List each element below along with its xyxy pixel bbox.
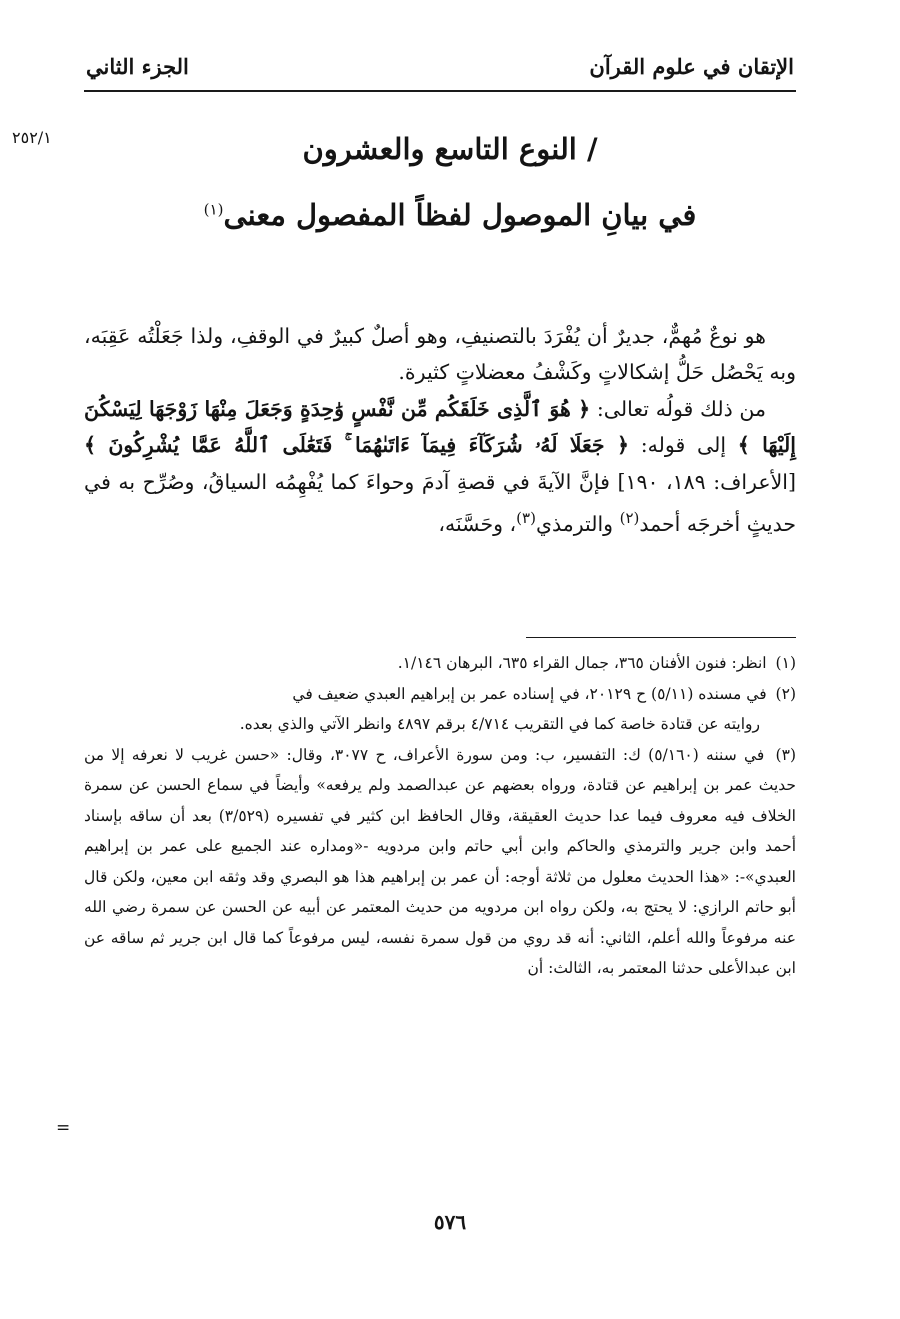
chapter-title: / النوع التاسع والعشرون <box>302 132 598 166</box>
footnote-ref: (٢) <box>619 509 640 528</box>
footnote <box>84 679 796 710</box>
chapter-subtitle-text: في بيانِ الموصول لفظاً المفصول معنى <box>223 198 697 232</box>
footnote-number: (١) <box>775 654 796 672</box>
footnote-text: في سننه (٥/١٦٠) ك: التفسير، ب: ومن سورة الأعراف، ح ٣٠٧٧، وقال: «حسن غريب لا نعرفه إلا من حديث عمر بن إبراهيم عن قتادة، ورواه بعضهم عن عبدالصمد ولم يرفعه» وأيضاً في سماع الحسن عن سمرة الخلاف فيه معروف فيما عدا حديث العقيقة، وقال الحافظ ابن كثير في تفسيره (٣/٥٢٩) بعد أن ساقه بإسناد أحمد وابن جرير والترمذي والحاكم وابن أبي حاتم وابن مردويه -«ومداره عند الجميع على عمر بن إبراهيم العبدي»-: «هذا الحديث معلول من ثلاثة أوجه: أن عمر بن إبراهيم هذا هو البصري وقد وثقه ابن معين، ولكن قال أبو حاتم الرازي: لا يحتج به، ولكن رواه ابن مردويه من حديث المعتمر عن أبيه عن الحسن عن سمرة رضي الله عنه مرفوعاً والله أعلم، الثاني: أنه قد روي من قول سمرة نفسه، ليس مرفوعاً كما قال ابن جرير ثم ساقه عن ابن عبدالأعلى حدثنا المعتمر به، الثالث: أن <box>84 745 796 977</box>
book-title: الإتقان في علوم القرآن <box>589 54 794 79</box>
quran-verse: ﴿ جَعَلَا لَهُۥ شُرَكَآءَ فِيمَآ ءَاتَىٰهُمَا ۚ فَتَعَٰلَى ٱللَّهُ عَمَّا يُشْرِكُونَ ﴾ <box>84 433 629 458</box>
paragraph-text: والترمذي <box>535 511 620 536</box>
footnote-text: انظر: فنون الأفنان ٣٦٥، جمال القراء ٦٣٥، البرهان ١/١٤٦. <box>397 654 767 672</box>
footnote <box>84 648 796 679</box>
running-header <box>84 48 796 92</box>
paragraph: هو نوعٌ مُهمٌّ، جديرٌ أن يُفْرَدَ بالتصنيفِ، وهو أصلٌ كبيرٌ في الوقفِ، ولذا جَعَلْتُه عَقِبَه، وبه يَحْصُل حَلُّ إشكالاتٍ وكَشْفُ معضلاتٍ كثيرة. <box>84 324 796 385</box>
footnote-divider <box>526 637 796 638</box>
chapter-subtitle <box>120 198 780 232</box>
volume-label: الجزء الثاني <box>86 54 189 79</box>
footnote-continuation: روايته عن قتادة خاصة كما في التقريب ٤/٧١٤ برقم ٤٨٩٧ وانظر الآتي والذي بعده. <box>239 715 760 733</box>
footnote <box>84 740 796 984</box>
paragraph <box>84 391 796 542</box>
margin-reference: ٢٥٢/١ <box>12 128 52 147</box>
footnote-number: (٣) <box>775 745 796 764</box>
body-text <box>84 318 796 542</box>
footnote-number: (٢) <box>775 684 796 703</box>
paragraph-text: إلى قوله: <box>628 433 738 458</box>
paragraph-text: من ذلك قولُه تعالى: <box>590 396 767 421</box>
paragraph-text: فإنَّ الآيةَ في قصةِ آدمَ وحواءَ كما يُفْهِمُه السياقُ، وصُرِّح به في حديثٍ أخرجَه أحمد <box>84 469 796 536</box>
paragraph-text: ، وحَسَّنَه، <box>438 511 517 536</box>
footnotes <box>84 648 796 984</box>
footnote-ref: (١) <box>203 200 224 219</box>
quran-verse: ﴿ هُوَ ٱلَّذِى خَلَقَكُم مِّن نَّفْسٍ وَٰحِدَةٍ وَجَعَلَ مِنْهَا زَوْجَهَا لِيَسْكُنَ إِلَيْهَا ﴾ <box>84 396 796 458</box>
page-number: ٥٧٦ <box>433 1210 467 1234</box>
footnote-text: في مسنده (٥/١١) ح ٢٠١٢٩، في إسناده عمر بن إبراهيم العبدي ضعيف في <box>292 684 767 703</box>
footnote-ref: (٣) <box>516 509 536 528</box>
verse-reference: [الأعراف: ١٨٩، ١٩٠] <box>617 469 796 494</box>
continuation-mark: = <box>56 1118 71 1138</box>
